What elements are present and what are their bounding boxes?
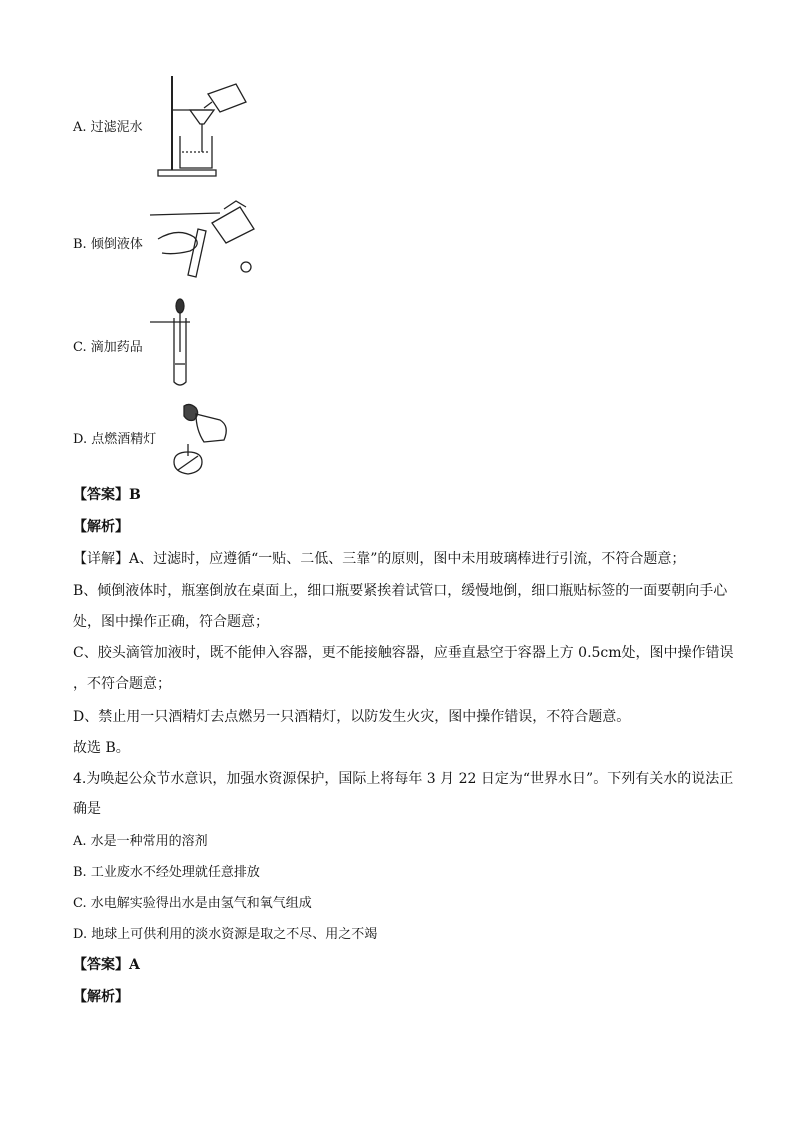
explanation-line: ，不符合题意；: [73, 676, 171, 692]
question-4-option: C. 水电解实验得出水是由氢气和氧气组成: [73, 896, 312, 911]
filtration-apparatus-figure: [150, 72, 256, 180]
answer-q4: 【答案】A: [73, 957, 140, 973]
explanation-line: D、禁止用一只酒精灯去点燃另一只酒精灯，以防发生火灾，图中操作错误，不符合题意。: [73, 709, 631, 725]
explanation-line: C、胶头滴管加液时，既不能伸入容器，更不能接触容器，应垂直悬空于容器上方 0.5cm处，图中操作错误: [73, 645, 734, 661]
analysis-label-q4: 【解析】: [73, 989, 129, 1005]
question-4-stem-cont: 确是: [73, 801, 101, 817]
option-d-label: D. 点燃酒精灯: [73, 432, 157, 447]
option-c-label: C. 滴加药品: [73, 340, 143, 355]
explanation-line: 处，图中操作正确，符合题意；: [73, 614, 269, 630]
lighting-alcohol-lamp-figure: [160, 400, 234, 478]
explanation-line: 【详解】A、过滤时，应遵循“一贴、二低、三靠”的原则，图中未用玻璃棒进行引流，不符合题意；: [73, 551, 686, 567]
answer-q3: 【答案】B: [73, 487, 141, 503]
question-4-stem: 4.为唤起公众节水意识，加强水资源保护，国际上将每年 3 月 22 日定为“世界水日”。下列有关水的说法正: [73, 771, 734, 787]
question-4-option: D. 地球上可供利用的淡水资源是取之不尽、用之不竭: [73, 927, 378, 942]
option-b-label: B. 倾倒液体: [73, 237, 143, 252]
explanation-line: 故选 B。: [73, 740, 130, 756]
explanation-line: B、倾倒液体时，瓶塞倒放在桌面上，细口瓶要紧挨着试管口，缓慢地倒，细口瓶贴标签的一面要朝向手心: [73, 583, 728, 599]
pouring-liquid-figure: [150, 195, 270, 279]
question-4-option: A. 水是一种常用的溶剂: [73, 834, 208, 849]
analysis-label-q3: 【解析】: [73, 519, 129, 535]
dropper-into-test-tube-figure: [150, 292, 210, 390]
option-a-label: A. 过滤泥水: [73, 120, 143, 135]
question-4-option: B. 工业废水不经处理就任意排放: [73, 865, 260, 880]
